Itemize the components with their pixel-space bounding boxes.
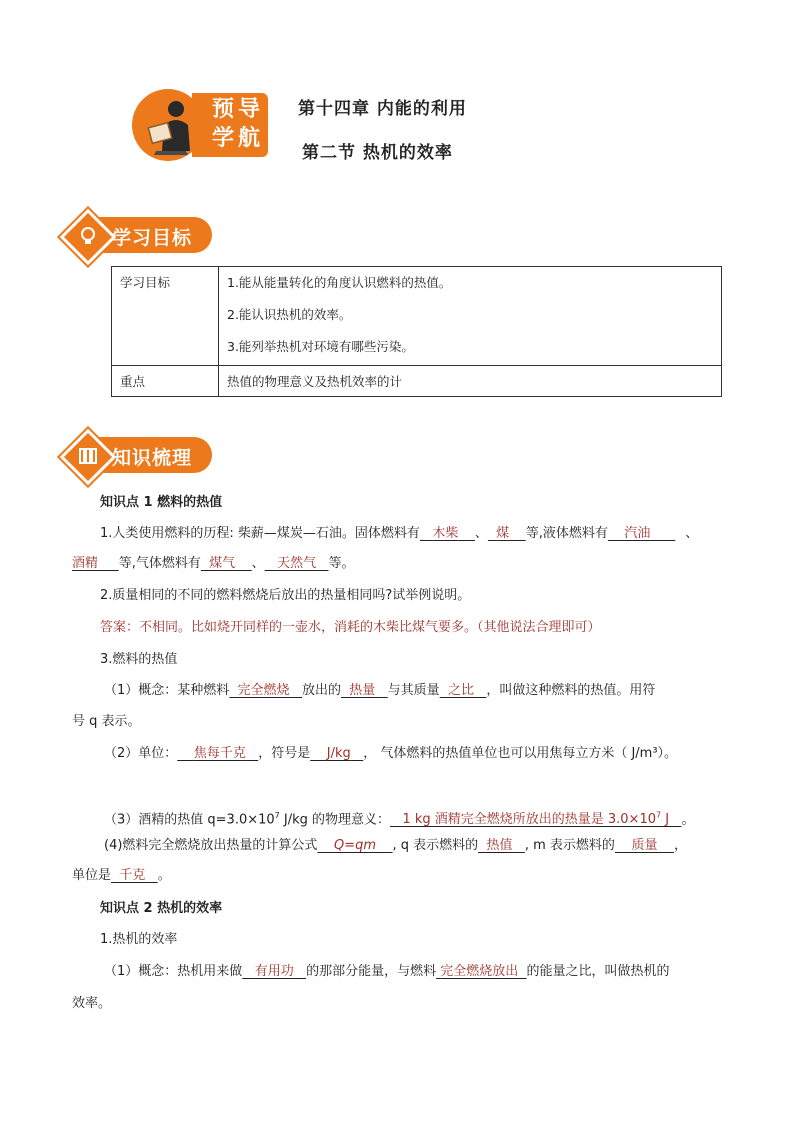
blank-answer: 木柴 [432,526,459,541]
header-badge [132,89,268,161]
kp1-q1-line2 [72,554,355,574]
section-title: 第二节 热机的效率 [302,143,453,163]
text: ， 气体燃料的热值单位也可以用焦每立方米（ J/m³）。 [363,746,678,761]
text: ，叫做这种燃料的热值。用符 [486,683,656,698]
books-icon [76,444,100,468]
badge-line2: 学航 [211,126,264,151]
objectives-label: 学习目标 [112,267,219,366]
blank-answer: 质量 [631,838,658,853]
kp1-formula-line2 [72,866,171,886]
blank-answer: 汽油 [624,526,651,541]
text: ，符号是 [258,746,311,761]
kp1-q2: 2.质量相同的不同的燃料燃烧后放出的热量相同吗?试举例说明。 [100,588,471,603]
badge-text [210,95,266,153]
blank-answer: J/kg [326,746,351,761]
text: （2）单位： [104,746,178,761]
banner-label: 知识梳理 [112,447,193,469]
text: 7 [274,811,280,820]
text: 等,气体燃料有 [118,556,201,571]
blank-answer: Q=qm [333,838,376,853]
blank-answer: 完全燃烧 [237,683,290,698]
blank-answer: 热值 [486,838,513,853]
blank-answer: 酒精 [72,556,99,571]
knowledge-banner [64,433,212,477]
table-row [112,267,722,366]
text: 、 [685,526,699,541]
text: 、 [474,526,488,541]
text: , q 表示燃料的 [392,838,479,853]
text: J/kg 的物理意义： [279,812,391,828]
text: 等。 [328,556,355,571]
blank-answer: 1 kg 酒精完全燃烧所放出的热量是 $3.0\times 10^7$ J [402,811,670,828]
kp1-title: 知识点 1 燃料的热值 [100,495,223,510]
chapter-title: 第十四章 内能的利用 [298,99,467,119]
text: 的能量之比，叫做热机的 [526,964,670,979]
kp1-q3: 3.燃料的热值 [100,652,178,667]
kp1-concept-line2: 号 q 表示。 [72,714,141,729]
text: 1.人类使用燃料的历程: 柴薪—煤炭—石油。固体燃料有 [100,526,420,541]
blank-answer: 热量 [349,683,376,698]
kp2-title: 知识点 2 热机的效率 [100,901,223,916]
key-label: 重点 [112,366,219,397]
text: 等,液体燃料有 [525,526,608,541]
objectives-items [219,267,722,366]
badge-line1: 预导 [211,97,264,122]
objectives-table [111,266,722,397]
banner-label: 学习目标 [112,227,193,249]
kp1-q1-line1 [100,524,698,544]
blank-answer: 天然气 [277,556,317,571]
blank-answer: 煤 [496,526,510,541]
key-text: 热值的物理意义及热机效率的计 [219,366,722,397]
goals-banner [64,213,212,257]
text: ， [674,838,688,853]
kp2-concept-line2: 效率。 [72,996,112,1011]
text: 。 [681,812,695,828]
table-row [112,366,722,397]
text: 。 [157,868,171,883]
text: 放出的 [301,683,341,698]
text: 的那部分能量，与燃料 [306,964,437,979]
blank-answer: 有用功 [254,964,294,979]
reading-person-icon [140,95,200,157]
objective-item: 2.能认识热机的效率。 [227,307,352,322]
kp1-unit-line [104,744,677,764]
blank-answer: 完全燃烧放出 [440,964,519,979]
kp1-alcohol-line [104,806,694,830]
text: (4)燃料完全燃烧放出热量的计算公式 [104,838,318,853]
objective-item: 3.能列举热机对环境有哪些污染。 [227,339,414,354]
text: （3）酒精的热值 q=3.0×10 [104,812,275,828]
text: 与其质量 [387,683,440,698]
text: 、 [251,556,265,571]
text: , m 表示燃料的 [524,838,615,853]
text: 单位是 [72,868,112,883]
kp1-formula-line1 [104,836,687,856]
kp2-concept-line1 [104,962,670,982]
blank-answer: 千克 [119,868,146,883]
text: （1）概念：热机用来做 [104,964,243,979]
kp2-q1: 1.热机的效率 [100,932,178,947]
blank-answer: 煤气 [209,556,236,571]
lightbulb-icon [76,224,100,248]
blank-answer: 之比 [447,683,474,698]
objective-item: 1.能从能量转化的角度认识燃料的热值。 [227,275,452,290]
blank-answer: 焦每千克 [193,746,246,761]
kp1-concept-line1 [104,681,655,701]
text: （1）概念：某种燃料 [104,683,230,698]
kp1-answer: 答案：不相同。比如烧开同样的一壶水，消耗的木柴比煤气要多。（其他说法合理即可） [100,620,601,635]
